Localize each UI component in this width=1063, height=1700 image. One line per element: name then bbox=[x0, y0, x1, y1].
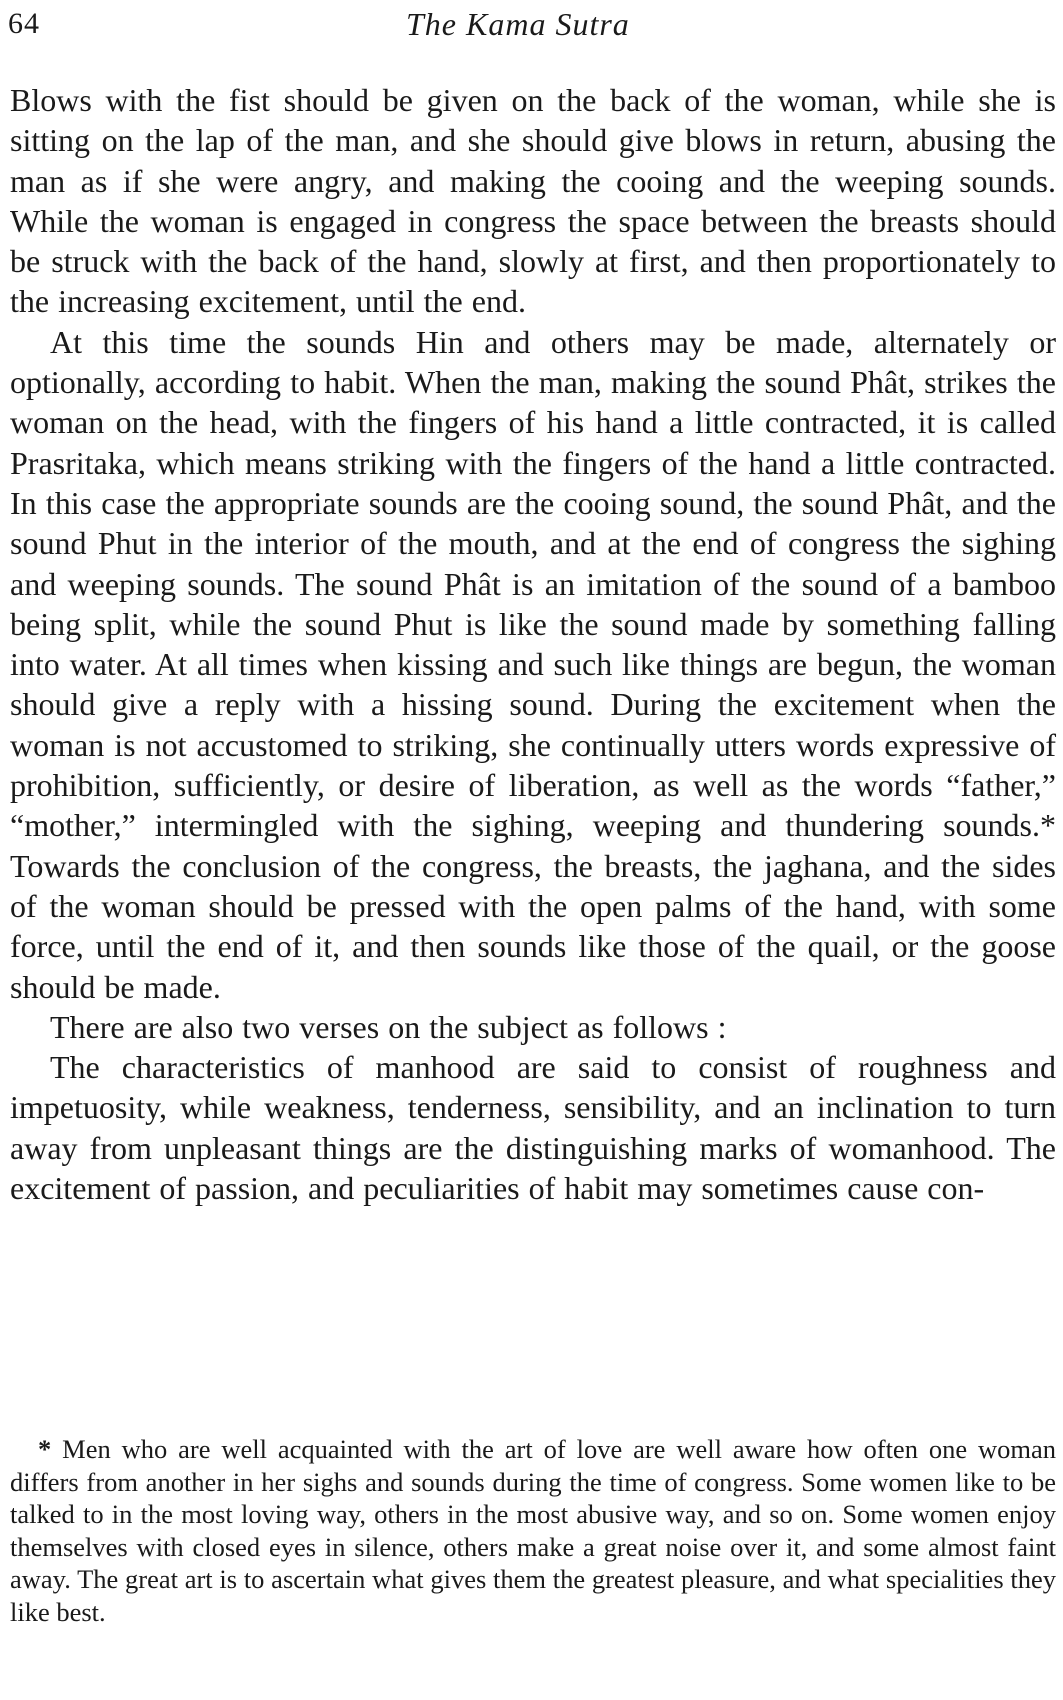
paragraph-sounds: At this time the sounds Hin and others may be made, alternately or optionally, according to habit. When the man, making the sound Phât, strikes the woman on the head, with the fingers of his hand a little contracted, it is called Prasritaka, which means striking with the fingers of the hand a little contracted. In this case the appropriate sounds are the cooing sound, the sound Phât, and the sound Phut in the interior of the mouth, and at the end of congress the sighing and weeping sounds. The sound Phât is an imitation of the sound of a bamboo being split, while the sound Phut is like the sound made by something falling into water. At all times when kissing and such like things are begun, the woman should give a reply with a hissing sound. During the excitement when the woman is not accustomed to striking, she continually utters words expressive of prohibition, sufficiently, or desire of liberation, as well as the words “father,” “mother,” intermingled with the sighing, weeping and thundering sounds.* Towards the conclusion of the congress, the breasts, the jaghana, and the sides of the woman should be pressed with the open palms of the hand, with some force, until the end of it, and then sounds like those of the quail, or the goose should be made. bbox=[10, 323, 1056, 1005]
paragraph-verses-intro: There are also two verses on the subject as follows : bbox=[50, 1008, 727, 1045]
footnote-text: Men who are well acquainted with the art of love are well aware how often one woman differs from another in her sighs and sounds during the time of congress. Some women like to be talked to in the most loving way, others in the most abusive way, and so on. Some women enjoy themselves with closed eyes in silence, others make a great noise over it, and some almost faint away. The great art is to ascertain what gives them the greatest pleasure, and what specialities they like best. bbox=[10, 1434, 1056, 1627]
running-head bbox=[8, 4, 1058, 44]
footnote bbox=[10, 1433, 1056, 1628]
footnote-marker: * bbox=[38, 1434, 52, 1464]
running-title: The Kama Sutra bbox=[406, 6, 630, 42]
body-text bbox=[10, 80, 1056, 1208]
page-number: 64 bbox=[8, 7, 40, 40]
footnote-paragraph bbox=[10, 1433, 1056, 1628]
paragraph-blows: Blows with the fist should be given on the back of the woman, while she is sitting on the lap of the man, and she should give blows in return, abusing the man as if she were angry, and making the cooing and the weeping sounds. While the woman is engaged in congress the space between the breasts should be struck with the back of the hand, slowly at first, and then proportionately to the increasing excitement, until the end. bbox=[10, 82, 1056, 320]
paragraph-manhood: The characteristics of manhood are said to consist of roughness and impetuosity, while weakness, tenderness, sensibility, and an inclination to turn away from unpleasant things are the distinguishing marks of womanhood. The excitement of passion, and peculiarities of habit may sometimes cause con- bbox=[10, 1049, 1056, 1207]
